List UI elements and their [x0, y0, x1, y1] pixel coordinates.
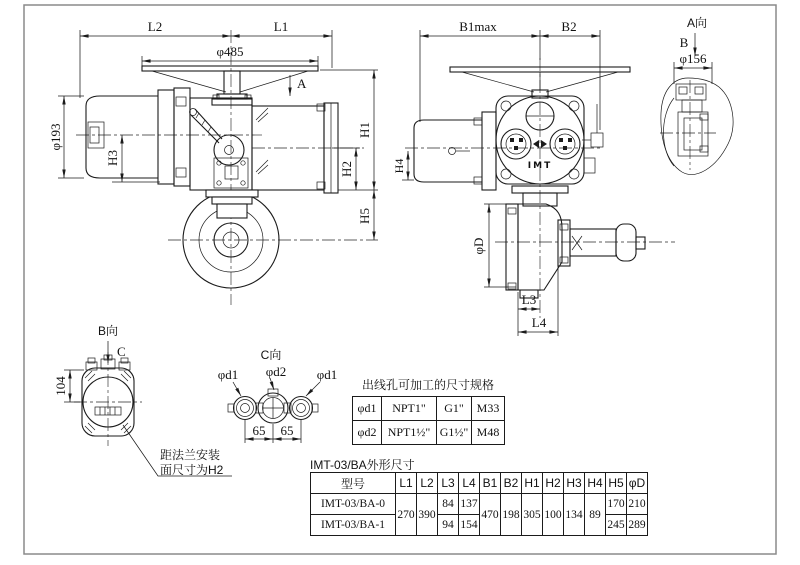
header-L3: L3	[438, 473, 459, 494]
cell-L1: 270	[396, 494, 417, 536]
header-L1: L1	[396, 473, 417, 494]
cell-H5: 245	[606, 515, 627, 536]
view-b-title: B向	[97, 324, 119, 338]
outlet-spec-table	[352, 396, 505, 445]
cell-phiD: 289	[627, 515, 648, 536]
dim-motor-dia: φ193	[48, 123, 63, 151]
cell-L4: 137	[459, 494, 480, 515]
header-B2: B2	[501, 473, 522, 494]
header-H4: H4	[585, 473, 606, 494]
header-B1: B1	[480, 473, 501, 494]
overall-dims-table	[310, 472, 648, 536]
header-H5: H5	[606, 473, 627, 494]
table-row	[311, 494, 648, 515]
header-H1: H1	[522, 473, 543, 494]
cell-g: G1½"	[437, 421, 472, 445]
dim-L4: L4	[531, 315, 547, 330]
dim-phi156: φ156	[679, 51, 707, 66]
dim-L3: L3	[521, 292, 537, 307]
cell-phiD: 210	[627, 494, 648, 515]
dim-H5: H5	[357, 208, 372, 224]
cell-B2: 198	[501, 494, 522, 536]
cell-metric: M33	[472, 397, 505, 421]
cell-hole: φd1	[353, 397, 382, 421]
label-phid1-left: φd1	[217, 367, 239, 382]
dim-65-right: 65	[280, 423, 294, 438]
cell-metric: M48	[472, 421, 505, 445]
dim-104: 104	[53, 376, 68, 396]
dim-H1: H1	[357, 122, 372, 138]
header-phiD: φD	[627, 473, 648, 494]
flange-note-line2: 面尺寸为H2	[160, 463, 224, 477]
header-L2: L2	[417, 473, 438, 494]
dim-handwheel-dia: φ485	[216, 44, 244, 59]
cell-npt: NPT1½"	[382, 421, 437, 445]
dim-H2: H2	[339, 161, 354, 177]
view-c-title: C向	[260, 348, 282, 362]
cell-hole: φd2	[353, 421, 382, 445]
header-H2: H2	[543, 473, 564, 494]
cell-H2: 100	[543, 494, 564, 536]
dim-H3: H3	[105, 150, 120, 166]
header-L4: L4	[459, 473, 480, 494]
cell-H4: 89	[585, 494, 606, 536]
table-row	[353, 421, 505, 445]
table-header-row	[311, 473, 648, 494]
cell-B1: 470	[480, 494, 501, 536]
dim-B2: B2	[561, 19, 577, 34]
cell-L2: 390	[417, 494, 438, 536]
cell-L3: 94	[438, 515, 459, 536]
dim-H4: H4	[392, 158, 406, 174]
cell-g: G1"	[437, 397, 472, 421]
detail-a-sub: B	[679, 35, 689, 50]
dim-phiD: φD	[471, 237, 486, 255]
flange-note-line1: 距法兰安装	[160, 448, 221, 462]
dim-L2: L2	[147, 19, 163, 34]
cell-H5: 170	[606, 494, 627, 515]
view-arrow-A: A	[297, 76, 307, 91]
dims-table-title: IMT-03/BA外形尺寸	[310, 458, 415, 472]
cell-L4: 154	[459, 515, 480, 536]
outlet-table-title: 出线孔可加工的尺寸规格	[361, 378, 494, 392]
view-b-sub: C	[117, 344, 126, 359]
dim-L1: L1	[273, 19, 289, 34]
dim-65-left: 65	[252, 423, 266, 438]
detail-a-title: A向	[686, 16, 708, 30]
label-phid1-right: φd1	[316, 367, 338, 382]
header-H3: H3	[564, 473, 585, 494]
cell-model: IMT-03/BA-1	[311, 515, 396, 536]
header-model: 型号	[311, 473, 396, 494]
cell-npt: NPT1"	[382, 397, 437, 421]
table-row	[353, 397, 505, 421]
cell-H3: 134	[564, 494, 585, 536]
label-phid2: φd2	[265, 364, 287, 379]
cell-L3: 84	[438, 494, 459, 515]
brand-logo: IMT	[527, 161, 553, 171]
cell-model: IMT-03/BA-0	[311, 494, 396, 515]
cell-H1: 305	[522, 494, 543, 536]
dim-B1max: B1max	[459, 19, 497, 34]
